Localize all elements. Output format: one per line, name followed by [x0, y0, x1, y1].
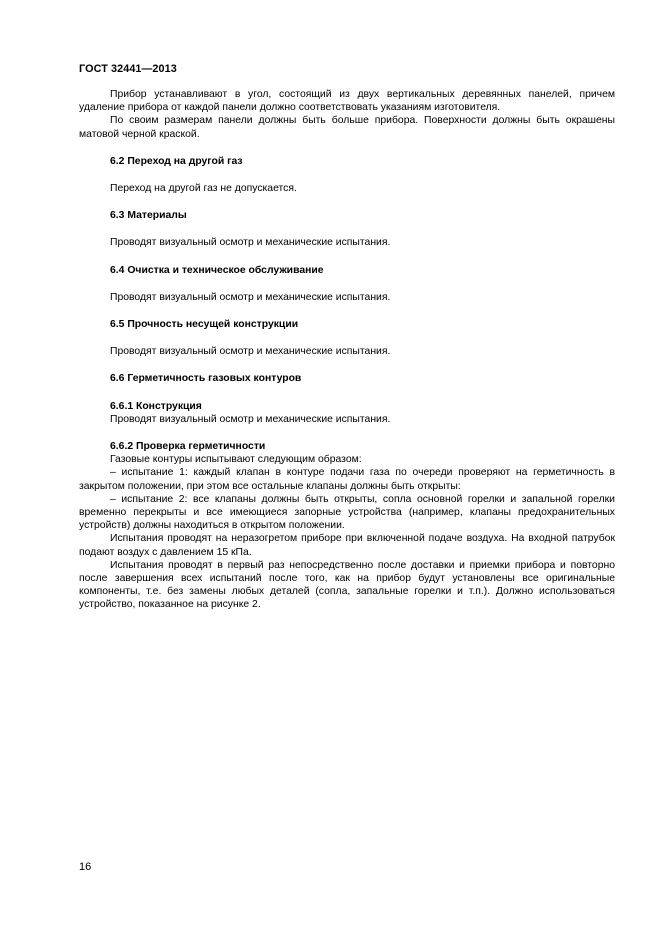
section-6-6-heading: 6.6 Герметичность газовых контуров: [110, 373, 302, 385]
section-6-4-heading: 6.4 Очистка и техническое обслуживание: [110, 264, 324, 276]
section-6-6-2-paragraph-2: – испытание 1: каждый клапан в контуре подачи газа по очереди проверяют на герметичность в закрытом положении, при этом все остальные клапаны должны быть открыты:: [79, 467, 615, 492]
section-6-6-2-paragraph-5: Испытания проводят в первый раз непосредственно после доставки и приемки прибора и повторно после завершения всех испытаний после того, как на прибор будут установлены все оригинальные компоненты, т.е. без замены любых деталей (сопла, запальные горелки и т.п.). Должно использоваться устройство, показанное на рисунке 2.: [79, 559, 615, 611]
section-6-2-heading: 6.2 Переход на другой газ: [110, 155, 243, 167]
section-6-3-text: Проводят визуальный осмотр и механические испытания.: [110, 237, 391, 249]
document-header: ГОСТ 32441—2013: [79, 63, 177, 75]
section-6-6-2-paragraph-3: – испытание 2: все клапаны должны быть открыты, сопла основной горелки и запальной горелки временно перекрыты и все имеющиеся запорные устройства (например, клапаны предохранительных устройств) должны находиться в открытом положении.: [79, 493, 615, 532]
section-6-5-heading: 6.5 Прочность несущей конструкции: [110, 319, 299, 331]
section-6-6-1-heading: 6.6.1 Конструкция: [110, 400, 202, 412]
section-6-6-2-paragraph-1: Газовые контуры испытывают следующим образом:: [110, 454, 362, 466]
section-6-2-text: Переход на другой газ не допускается.: [110, 183, 297, 195]
section-6-4-text: Проводят визуальный осмотр и механические испытания.: [110, 291, 391, 303]
section-6-6-2-paragraph-4: Испытания проводят на неразогретом приборе при включенной подаче воздуха. На входной патрубок подают воздух с давлением 15 кПа.: [79, 533, 615, 558]
document-body: [79, 88, 615, 612]
section-6-5-text: Проводят визуальный осмотр и механические испытания.: [110, 346, 391, 358]
section-6-6-2-heading: 6.6.2 Проверка герметичности: [110, 441, 266, 453]
section-6-6-1-text: Проводят визуальный осмотр и механические испытания.: [110, 413, 391, 425]
page-number: 16: [79, 861, 92, 873]
section-6-3-heading: 6.3 Материалы: [110, 210, 187, 222]
intro-paragraph-2: По своим размерам панели должны быть больше прибора. Поверхности должны быть окрашены матовой черной краской.: [79, 115, 615, 140]
intro-paragraph-1: Прибор устанавливают в угол, состоящий из двух вертикальных деревянных панелей, причем удаление прибора от каждой панели должно соответствовать указаниям изготовителя.: [79, 89, 615, 114]
